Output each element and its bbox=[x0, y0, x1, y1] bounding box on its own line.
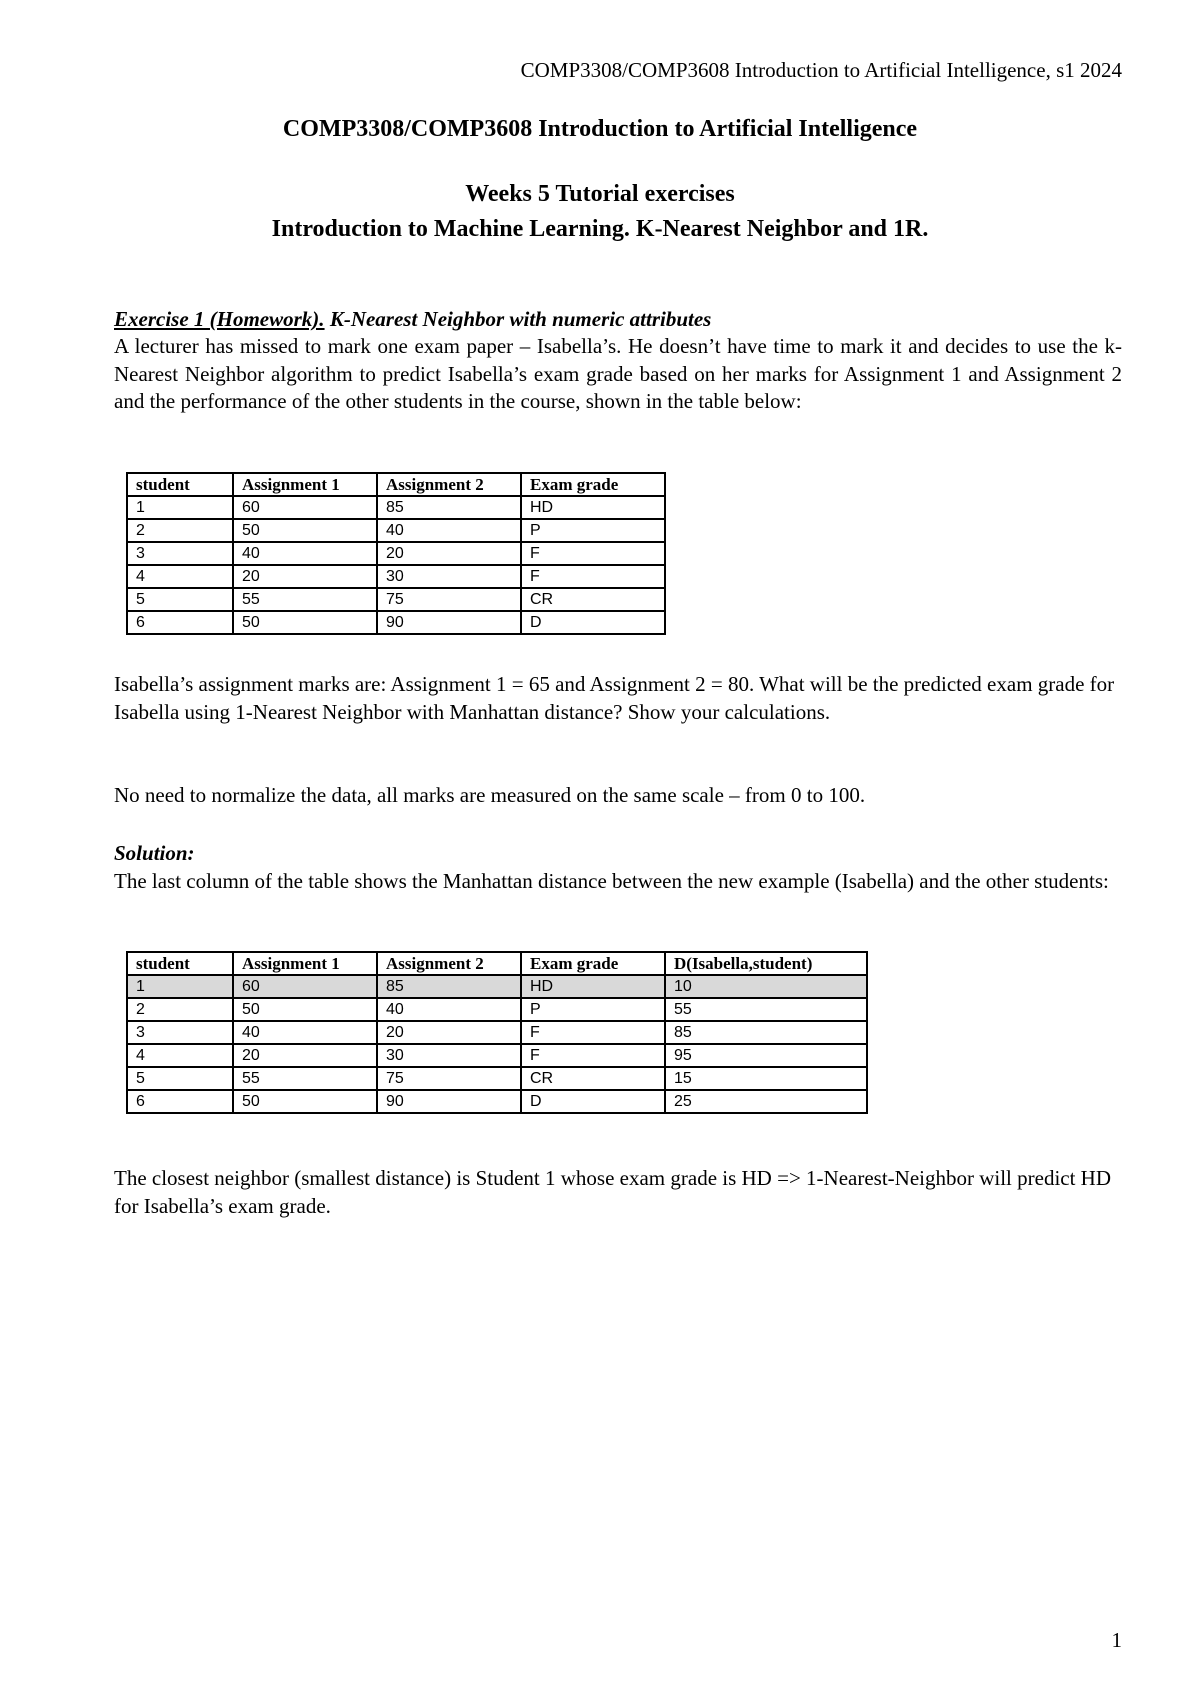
table-cell: 20 bbox=[377, 542, 521, 565]
table-cell: 75 bbox=[377, 588, 521, 611]
column-header: Assignment 2 bbox=[377, 473, 521, 496]
table-cell: 5 bbox=[127, 1067, 233, 1090]
table-row bbox=[127, 565, 665, 588]
topic-title: Introduction to Machine Learning. K-Nearest Neighbor and 1R. bbox=[271, 216, 929, 242]
table-cell: HD bbox=[521, 496, 665, 519]
table-cell: HD bbox=[521, 975, 665, 998]
table-row bbox=[127, 519, 665, 542]
table-cell: F bbox=[521, 1044, 665, 1067]
table-cell: 4 bbox=[127, 1044, 233, 1067]
exercise-subtitle: K-Nearest Neighbor with numeric attributes bbox=[324, 307, 712, 331]
exercise-label: Exercise 1 (Homework). bbox=[114, 307, 325, 331]
solution-intro: The last column of the table shows the Manhattan distance between the new example (Isabella) and the other students: bbox=[114, 869, 1109, 893]
table-cell: 15 bbox=[665, 1067, 867, 1090]
table-cell: 50 bbox=[233, 611, 377, 634]
solution-conclusion: The closest neighbor (smallest distance) is Student 1 whose exam grade is HD => 1-Nearest-Neighbor will predict HD for Isabella’s exam grade. bbox=[114, 1166, 1112, 1218]
exercise-question: Isabella’s assignment marks are: Assignment 1 = 65 and Assignment 2 = 80. What will be the predicted exam grade for Isabella using 1-Nearest Neighbor with Manhattan distance? Show your calculations. bbox=[114, 672, 1115, 724]
table-cell: 2 bbox=[127, 998, 233, 1021]
table-cell: P bbox=[521, 519, 665, 542]
table-cell: F bbox=[521, 565, 665, 588]
table-header-row bbox=[127, 952, 867, 975]
table-cell: F bbox=[521, 1021, 665, 1044]
table-cell: 90 bbox=[377, 1090, 521, 1113]
table-cell: D bbox=[521, 1090, 665, 1113]
table-cell: 20 bbox=[233, 1044, 377, 1067]
table-cell: 90 bbox=[377, 611, 521, 634]
distance-table bbox=[126, 951, 868, 1114]
column-header: Exam grade bbox=[521, 473, 665, 496]
table-cell: D bbox=[521, 611, 665, 634]
column-header: D(Isabella,student) bbox=[665, 952, 867, 975]
page-number: 1 bbox=[1111, 1628, 1122, 1652]
table-row bbox=[127, 1021, 867, 1044]
table-row bbox=[127, 1067, 867, 1090]
table-row bbox=[127, 496, 665, 519]
table-cell: 40 bbox=[377, 998, 521, 1021]
table-cell: 3 bbox=[127, 1021, 233, 1044]
table-row bbox=[127, 998, 867, 1021]
table-cell: 50 bbox=[233, 519, 377, 542]
table-cell: 60 bbox=[233, 975, 377, 998]
table-cell: 4 bbox=[127, 565, 233, 588]
column-header: Exam grade bbox=[521, 952, 665, 975]
table-cell: 25 bbox=[665, 1090, 867, 1113]
solution-heading: Solution: bbox=[114, 841, 195, 865]
table-cell: 75 bbox=[377, 1067, 521, 1090]
student-marks-table bbox=[126, 472, 666, 635]
table-row bbox=[127, 1090, 867, 1113]
table-cell: 60 bbox=[233, 496, 377, 519]
table-cell: CR bbox=[521, 1067, 665, 1090]
table-header-row bbox=[127, 473, 665, 496]
table-cell: 5 bbox=[127, 588, 233, 611]
table-row-highlighted bbox=[127, 975, 867, 998]
column-header: student bbox=[127, 952, 233, 975]
table-cell: 55 bbox=[233, 1067, 377, 1090]
exercise-note: No need to normalize the data, all marks are measured on the same scale – from 0 to 100. bbox=[114, 783, 866, 807]
table-cell: 50 bbox=[233, 998, 377, 1021]
table-row bbox=[127, 1044, 867, 1067]
table-cell: 20 bbox=[233, 565, 377, 588]
table-row bbox=[127, 542, 665, 565]
table-cell: 40 bbox=[377, 519, 521, 542]
table-cell: F bbox=[521, 542, 665, 565]
table-cell: 2 bbox=[127, 519, 233, 542]
table-cell: 1 bbox=[127, 975, 233, 998]
table-cell: 50 bbox=[233, 1090, 377, 1113]
table-cell: 6 bbox=[127, 1090, 233, 1113]
table-cell: 3 bbox=[127, 542, 233, 565]
week-title: Weeks 5 Tutorial exercises bbox=[465, 181, 735, 207]
exercise-heading bbox=[114, 306, 1122, 334]
running-header: COMP3308/COMP3608 Introduction to Artificial Intelligence, s1 2024 bbox=[520, 58, 1122, 82]
table-cell: 85 bbox=[377, 975, 521, 998]
table-cell: 85 bbox=[665, 1021, 867, 1044]
table-cell: 10 bbox=[665, 975, 867, 998]
table-cell: 30 bbox=[377, 565, 521, 588]
table-cell: P bbox=[521, 998, 665, 1021]
table-cell: 55 bbox=[233, 588, 377, 611]
table-cell: 40 bbox=[233, 1021, 377, 1044]
table-cell: CR bbox=[521, 588, 665, 611]
table-cell: 95 bbox=[665, 1044, 867, 1067]
column-header: Assignment 2 bbox=[377, 952, 521, 975]
table-cell: 1 bbox=[127, 496, 233, 519]
exercise-intro: A lecturer has missed to mark one exam paper – Isabella’s. He doesn’t have time to mark it and decides to use the k-Nearest Neighbor algorithm to predict Isabella’s exam grade based on her marks for Assignment 1 and Assignment 2 and the performance of the other students in the course, shown in the table below: bbox=[114, 334, 1122, 413]
column-header: student bbox=[127, 473, 233, 496]
table-cell: 30 bbox=[377, 1044, 521, 1067]
column-header: Assignment 1 bbox=[233, 952, 377, 975]
column-header: Assignment 1 bbox=[233, 473, 377, 496]
table-cell: 20 bbox=[377, 1021, 521, 1044]
table-cell: 6 bbox=[127, 611, 233, 634]
table-cell: 55 bbox=[665, 998, 867, 1021]
table-cell: 40 bbox=[233, 542, 377, 565]
table-row bbox=[127, 588, 665, 611]
table-cell: 85 bbox=[377, 496, 521, 519]
course-title: COMP3308/COMP3608 Introduction to Artificial Intelligence bbox=[282, 116, 918, 142]
table-row bbox=[127, 611, 665, 634]
